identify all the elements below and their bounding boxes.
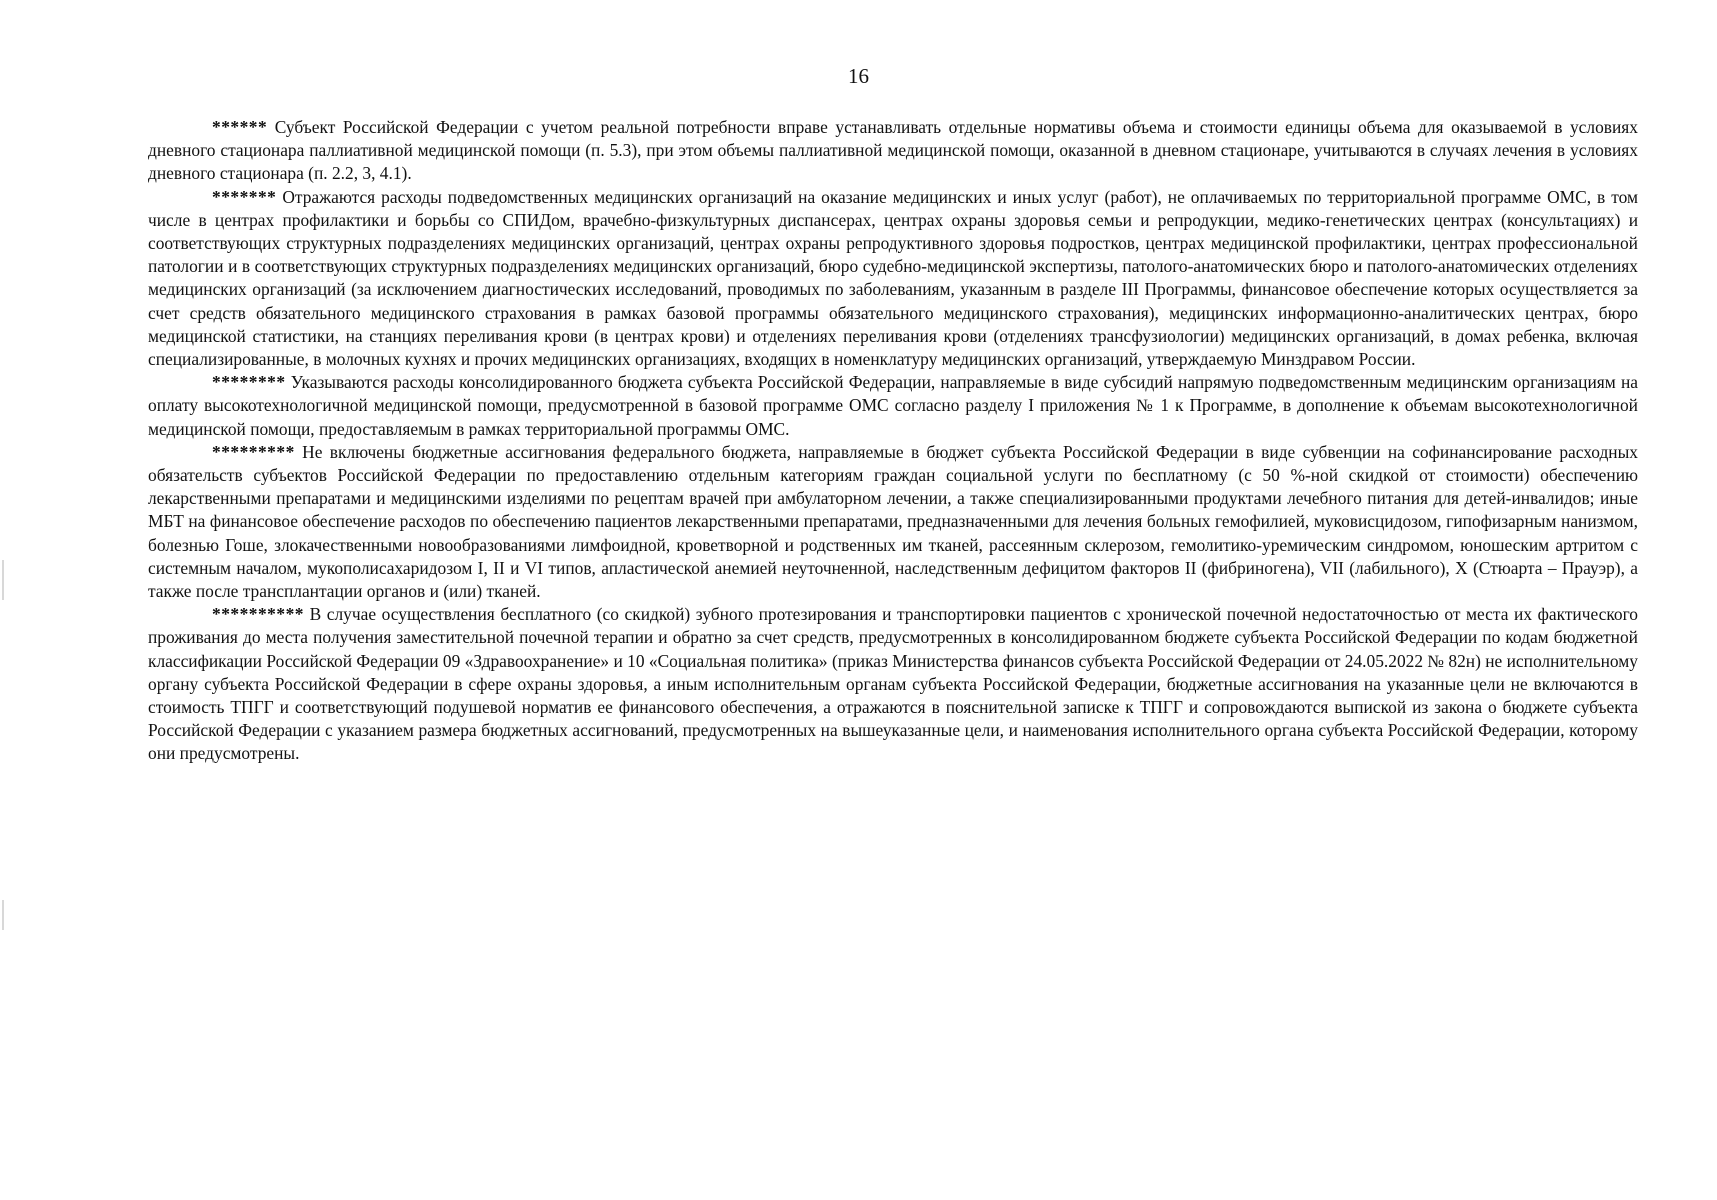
footnote-text: Не включены бюджетные ассигнования федерального бюджета, направляемые в бюджет субъекта Российской Федерации в виде субвенции на софинансирование расходных обязательств субъектов Российской Федерации по предоставлению отдельным категориям граждан социальной услуги по бесплатному (с 50 %-ной скидкой от стоимости) обеспечению лекарственными препаратами и медицинскими изделиями по рецептам врачей при амбулаторном лечении, а также специализированными продуктами лечебного питания для детей-инвалидов; иные МБТ на финансовое обеспечение расходов по обеспечению пациентов лекарственными препаратами, предназначенными для лечения больных гемофилией, муковисцидозом, гипофизарным нанизмом, болезнью Гоше, злокачественными новообразованиями лимфоидной, кроветворной и родственных им тканей, рассеянным склерозом, гемолитико-уремическим синдромом, юношеским артритом с системным началом, мукополисахаридозом I, II и VI типов, апластической анемией неуточненной, наследственным дефицитом факторов II (фибриногена), VII (лабильного), X (Стюарта – Прауэр), а также после трансплантации органов и (или) тканей.: [148, 441, 1638, 602]
footnote-8-stars: [148, 371, 1638, 441]
footnote-9-stars: [148, 441, 1638, 603]
footnote-text: Отражаются расходы подведомственных медицинских организаций на оказание медицинских и иных услуг (работ), не оплачиваемых по территориальной программе ОМС, в том числе в центрах профилактики и борьбы со СПИДом, врачебно-физкультурных диспансерах, центрах охраны здоровья семьи и репродукции, медико-генетических центрах (консультациях) и соответствующих структурных подразделениях медицинских организаций, центрах охраны репродуктивного здоровья подростков, центрах медицинской профилактики, центрах профессиональной патологии и в соответствующих структурных подразделениях медицинских организаций, бюро судебно-медицинской экспертизы, патолого-анатомических бюро и патолого-анатомических отделениях медицинских организаций (за исключением диагностических исследований, проводимых по заболеваниям, указанным в разделе III Программы, финансовое обеспечение которых осуществляется за счет средств обязательного медицинского страхования в рамках базовой программы обязательного медицинского страхования), медицинских информационно-аналитических центрах, бюро медицинской статистики, на станциях переливания крови (в центрах крови) и отделениях переливания крови (отделениях трансфузиологии) медицинских организаций, в домах ребенка, включая специализированные, в молочных кухнях и прочих медицинских организациях, входящих в номенклатуру медицинских организаций, утверждаемую Минздравом России.: [148, 186, 1638, 370]
footnote-marker: *******: [212, 186, 277, 207]
footnotes-list: [148, 116, 1638, 766]
footnote-text: В случае осуществления бесплатного (со скидкой) зубного протезирования и транспортировки пациентов с хронической почечной недостаточностью от места их фактического проживания до места получения заместительной почечной терапии и обратно за счет средств, предусмотренных в консолидированном бюджете субъекта Российской Федерации по кодам бюджетной классификации Российской Федерации 09 «Здравоохранение» и 10 «Социальная политика» (приказ Министерства финансов субъекта Российской Федерации от 24.05.2022 № 82н) не исполнительному органу субъекта Российской Федерации в сфере охраны здоровья, а иным исполнительным органам субъекта Российской Федерации, бюджетные ассигнования на указанные цели не включаются в стоимость ТПГГ и соответствующий подушевой норматив ее финансового обеспечения, а отражаются в пояснительной записке к ТПГГ и сопровождаются выпиской из закона о бюджете субъекта Российской Федерации с указанием размера бюджетных ассигнований, предусмотренных на вышеуказанные цели, и наименования исполнительного органа субъекта Российской Федерации, которому они предусмотрены.: [148, 604, 1639, 764]
scan-edge-mark: [2, 900, 4, 930]
footnote-text: Указываются расходы консолидированного бюджета субъекта Российской Федерации, направляемые в виде субсидий напрямую подведомственным медицинским организациям на оплату высокотехнологичной медицинской помощи, предусмотренной в базовой программе ОМС согласно разделу I приложения № 1 к Программе, в дополнение к объемам высокотехнологичной медицинской помощи, предоставляемым в рамках территориальной программы ОМС.: [148, 372, 1638, 439]
footnote-marker: ******: [212, 117, 268, 137]
footnote-marker: ********: [212, 372, 286, 393]
footnote-marker: *********: [212, 441, 295, 462]
footnote-text: Субъект Российской Федерации с учетом реальной потребности вправе устанавливать отдельные нормативы объема и стоимости единицы объема для оказываемой в условиях дневного стационара паллиативной медицинской помощи (п. 5.3), при этом объемы паллиативной медицинской помощи, оказанной в дневном стационаре, учитываются в случаях лечения в условиях дневного стационара (п. 2.2, 3, 4.1).: [148, 117, 1638, 184]
footnote-7-stars: [148, 186, 1638, 372]
footnote-10-stars: [148, 603, 1638, 765]
footnote-marker: **********: [212, 604, 304, 625]
footnote-6-stars: [148, 116, 1638, 186]
page-number: 16: [848, 64, 869, 88]
scan-edge-mark: [2, 560, 4, 600]
